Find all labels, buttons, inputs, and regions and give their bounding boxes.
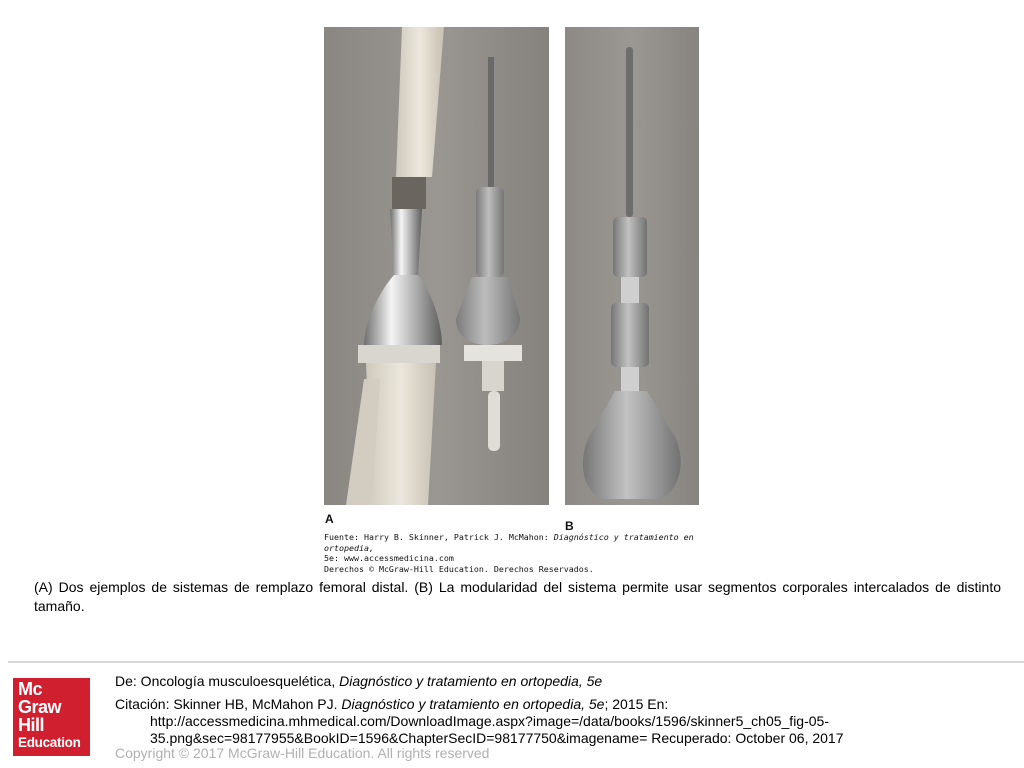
book-title: Diagnóstico y tratamiento en ortopedia, 5e [339, 673, 603, 689]
book-source-prefix: De: Oncología musculoesquelética, [115, 673, 340, 689]
panel-label-b: B [565, 519, 574, 533]
logo-line-4: Education [18, 735, 81, 750]
copyright-notice: Copyright © 2017 McGraw-Hill Education. All rights reserved [115, 745, 490, 761]
figure-caption: (A) Dos ejemplos de sistemas de remplazo femoral distal. (B) La modularidad del sistema permite usar segmentos corporales intercalados de distinto tamaño. [34, 579, 1001, 614]
logo-line-1: Mc [18, 679, 43, 699]
source-prefix: Fuente: Harry B. Skinner, Patrick J. McMahon: [324, 532, 554, 542]
citation [115, 696, 1015, 747]
mcgraw-hill-education-logo [13, 678, 90, 756]
logo-line-3: Hill [18, 715, 45, 735]
modular-prosthesis-photo-b [565, 27, 699, 505]
distal-femur-prosthesis-photo-a [324, 27, 549, 505]
photo-panel-a [324, 27, 549, 505]
citation-suffix: ; 2015 En: http://accessmedicina.mhmedical.com/DownloadImage.aspx?image=/data/books/1596/skinner5_ch05_fig-05-35.png&sec=98177955&BookID=1596&ChapterSecID=98177750&imagename= Recuperado: October 06, 2017 [150, 696, 844, 746]
source-line-2: 5e: www.accessmedicina.com [324, 553, 454, 563]
citation-prefix: Citación: Skinner HB, McMahon PJ. [115, 696, 342, 712]
book-source [115, 673, 1015, 690]
divider [8, 661, 1024, 663]
figure [319, 22, 702, 574]
source-metadata [115, 673, 1015, 747]
figure-source-credit [324, 532, 694, 574]
panel-label-a: A [325, 512, 334, 526]
logo-line-2: Graw [18, 697, 62, 717]
source-line-3: Derechos © McGraw-Hill Education. Derechos Reservados. [324, 563, 594, 574]
source-title: Diagnóstico y tratamiento en ortopedia, [324, 532, 694, 553]
photo-panel-b [565, 27, 699, 505]
citation-title: Diagnóstico y tratamiento en ortopedia, 5e [341, 696, 605, 712]
